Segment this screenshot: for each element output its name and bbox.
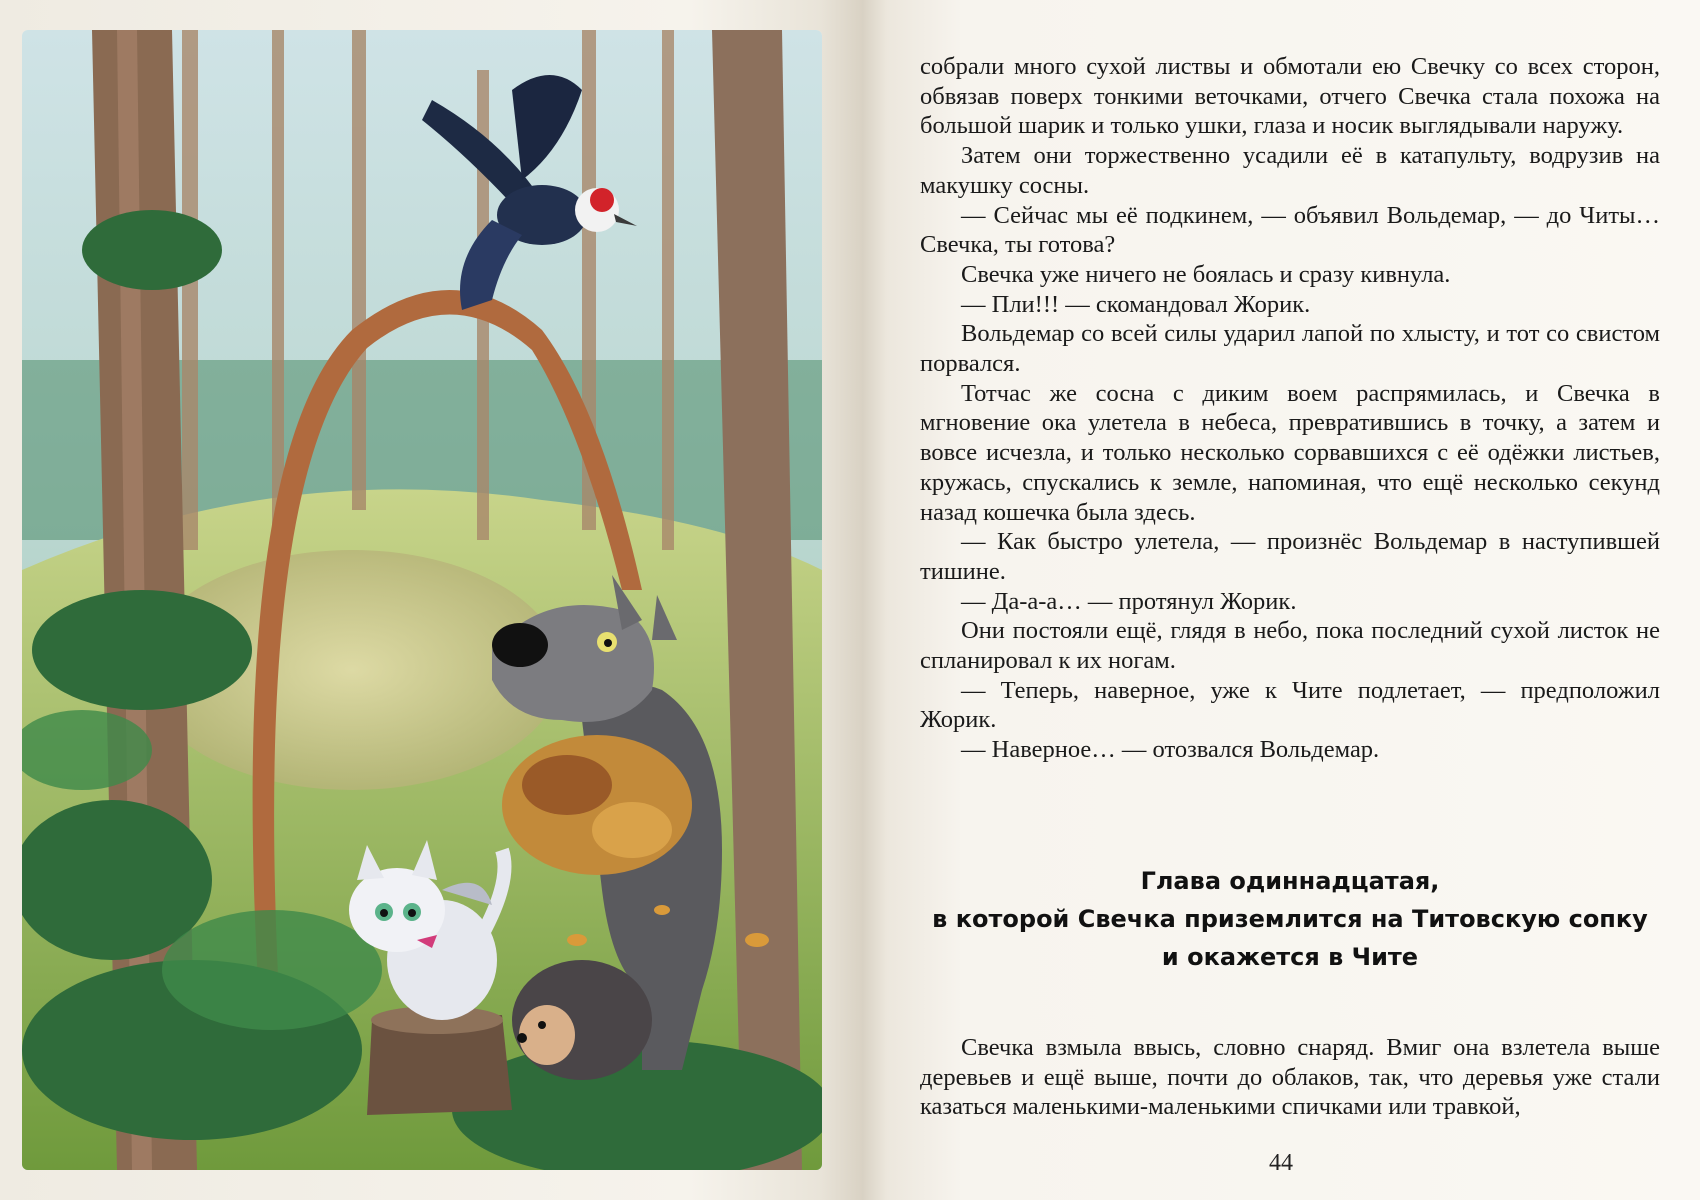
paragraph: — Теперь, наверное, уже к Чите подлетает, — предположил Жорик. — [920, 676, 1660, 734]
paragraph: Тотчас же сосна с диким воем распрямилась, и Свечка в мгновение ока улетела в небеса, превратившись в точку, а затем и вовсе исчезла, и только несколько сорвавшихся с её одёжки листьев, кружась, спускались к земле, напоминая, что ещё несколько секунд назад кошечка была здесь. — [920, 379, 1660, 526]
paragraph: — Пли!!! — скомандовал Жорик. — [961, 290, 1311, 318]
paragraph: — Наверное… — отозвался Вольдемар. — [961, 736, 1380, 764]
paragraph: Свечка взмыла ввысь, словно снаряд. Вмиг она взлетела выше деревьев и ещё выше, почти до облаков, так, что деревья уже стали казаться маленькими-маленькими спичками или травкой, — [920, 1034, 1660, 1121]
chapter-subtitle-line: в которой Свечка приземлится на Титовскую сопку — [932, 905, 1648, 933]
paragraph: — Как быстро улетела, — произнёс Вольдемар в наступившей тишине. — [920, 528, 1660, 585]
paragraph: собрали много сухой листвы и обмотали ею Свечку со всех сторон, обвязав поверх тонкими веточками, отчего Свечка стала похожа на большой шарик и только ушки, глаза и носик выглядывали наружу. — [920, 53, 1660, 140]
paragraph: Затем они торжественно усадили её в катапульту, водрузив на макушку сосны. — [920, 142, 1660, 199]
paragraph: — Да-а-а… — протянул Жорик. — [961, 587, 1297, 615]
chapter-title: Глава одиннадцатая, — [1140, 867, 1440, 895]
chapter-subtitle-line: и окажется в Чите — [1161, 943, 1419, 971]
chapter-heading — [920, 862, 1660, 976]
paragraph: Свечка уже ничего не боялась и сразу кивнула. — [961, 260, 1451, 288]
paragraph: — Сейчас мы её подкинем, — объявил Вольдемар, — до Читы… Свечка, ты готова? — [920, 201, 1660, 259]
chapter-text — [920, 1033, 1660, 1122]
paragraph: Вольдемар со всей силы ударил лапой по хлысту, и тот со свистом порвался. — [920, 320, 1660, 378]
forest-illustration — [22, 30, 822, 1170]
paragraph: Они постояли ещё, глядя в небо, пока последний сухой листок не спланировал к их ногам. — [920, 617, 1660, 675]
right-page — [862, 0, 1700, 1200]
page-number: 44 — [1269, 1150, 1293, 1176]
story-text — [920, 52, 1660, 765]
